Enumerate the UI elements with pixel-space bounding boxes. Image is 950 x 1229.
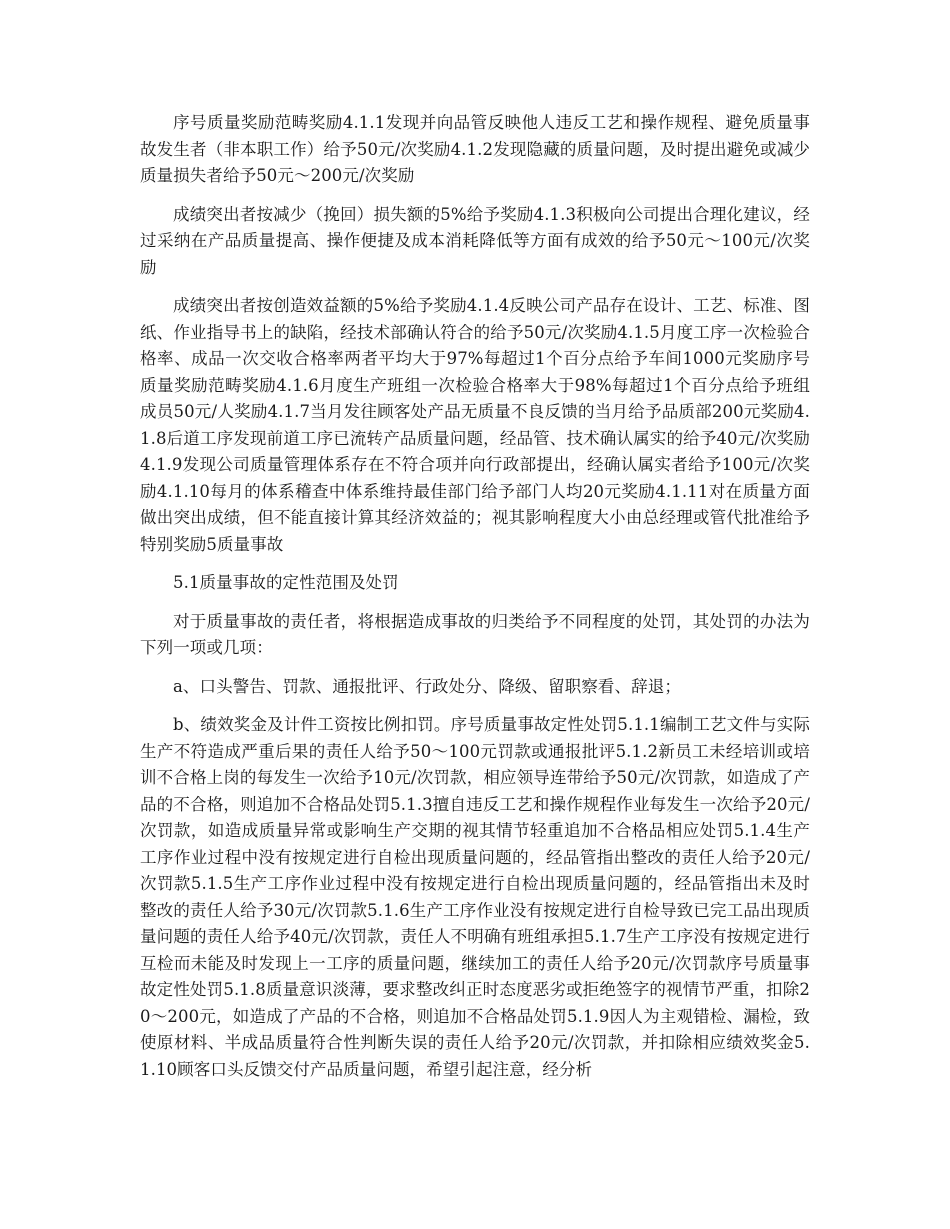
paragraph-penalty-a: a、口头警告、罚款、通报批评、行政处分、降级、留职察看、辞退； <box>173 676 681 696</box>
paragraph-reward-4-1-4: 成绩突出者按创造效益额的5%给予奖励4.1.4反映公司产品存在设计、工艺、标准、图纸、作业指导书上的缺陷，经技术部确认符合的给予50元/次奖励4.1.5月度工序一次检验合格率、成品一次交收合格率两者平均大于97%每超过1个百分点给予车间1000元奖励序号质量奖励范畴奖励4.1.6月度生产班组一次检验合格率大于98%每超过1个百分点给予班组成员50元/人奖励4.1.7当月发往顾客处产品无质量不良反馈的当月给予品质部200元奖励4.1.8后道工序发现前道工序已流转产品质量问题，经品管、技术确认属实的给予40元/次奖励4.1.9发现公司质量管理体系存在不符合项并向行政部提出，经确认属实者给予100元/次奖励4.1.10每月的体系稽查中体系维持最佳部门给予部门人均20元奖励4.1.11对在质量方面做出突出成绩，但不能直接计算其经济效益的；视其影响程度大小由总经理或管代批准给予特别奖励5质量事故 <box>140 296 810 554</box>
paragraph-penalty-b: b、绩效奖金及计件工资按比例扣罚。序号质量事故定性处罚5.1.1编制工艺文件与实际生产不符造成严重后果的责任人给予50～100元罚款或通报批评5.1.2新员工未经培训或培训不合格上岗的每发生一次给予10元/次罚款，相应领导连带给予50元/次罚款，如造成了产品的不合格，则追加不合格品处罚5.1.3擅自违反工艺和操作规程作业每发生一次给予20元/次罚款，如造成质量异常或影响生产交期的视其情节轻重追加不合格品相应处罚5.1.4生产工序作业过程中没有按规定进行自检出现质量问题的，经品管指出整改的责任人给予20元/次罚款5.1.5生产工序作业过程中没有按规定进行自检出现质量问题的，经品管指出未及时整改的责任人给予30元/次罚款5.1.6生产工序作业没有按规定进行自检导致已完工品出现质量问题的责任人给予40元/次罚款，责任人不明确有班组承担5.1.7生产工序没有按规定进行互检而未能及时发现上一工序的质量问题，继续加工的责任人给予20元/次罚款序号质量事故定性处罚5.1.8质量意识淡薄，要求整改纠正时态度恶劣或拒绝签字的视情节严重，扣除20～200元，如造成了产品的不合格，则追加不合格品处罚5.1.9因人为主观错检、漏检，致使原材料、半成品质量符合性判断失误的责任人给予20元/次罚款，并扣除相应绩效奖金5.1.10顾客口头反馈交付产品质量问题，希望引起注意，经分析 <box>140 715 810 1079</box>
paragraph-reward-4-1-1: 序号质量奖励范畴奖励4.1.1发现并向品管反映他人违反工艺和操作规程、避免质量事故发生者（非本职工作）给予50元/次奖励4.1.2发现隐藏的质量问题，及时提出避免或减少质量损失者给予50元～200元/次奖励 <box>140 113 810 185</box>
paragraph-penalty-intro: 对于质量事故的责任者，将根据造成事故的归类给予不同程度的处罚，其处罚的办法为下列一项或几项： <box>140 611 810 657</box>
document-body <box>140 110 810 1095</box>
section-heading-5-1: 5.1质量事故的定性范围及处罚 <box>173 573 399 592</box>
paragraph-reward-4-1-3: 成绩突出者按减少（挽回）损失额的5%给予奖励4.1.3积极向公司提出合理化建议，经过采纳在产品质量提高、操作便捷及成本消耗降低等方面有成效的给予50元～100元/次奖励 <box>140 204 810 277</box>
